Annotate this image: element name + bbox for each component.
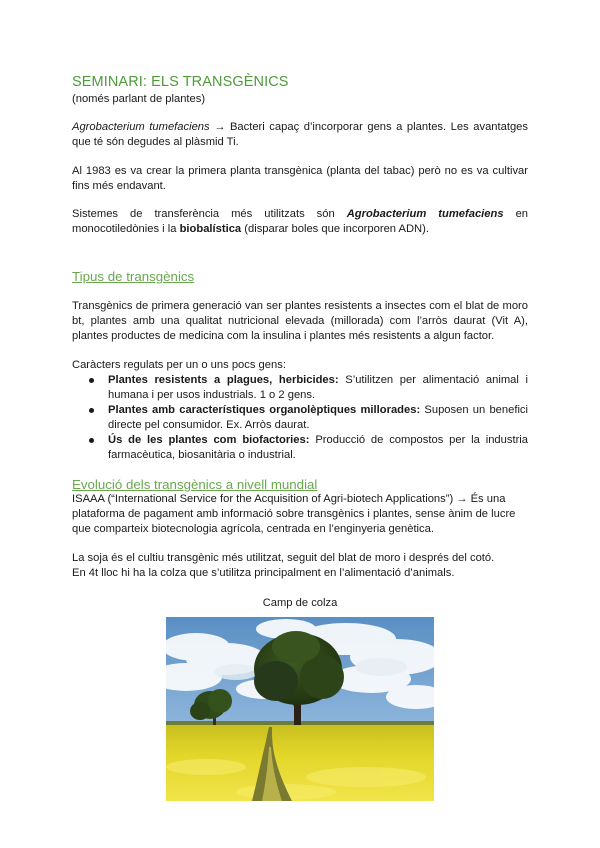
bullet-icon [89, 438, 94, 443]
list-item-bold: Plantes amb característiques organolèptiques millorades: [108, 404, 421, 416]
colza-sentence: En 4t lloc hi ha la colza que s’utilitza principalment en l’alimentació d’animals. [72, 567, 455, 579]
rapeseed-field-illustration [166, 617, 434, 801]
page-title: SEMINARI: ELS TRANSGÈNICS [72, 74, 289, 90]
list-item-text: Producció de compostos per la industria farmacèutica, biosanitària o industrial. [108, 434, 528, 461]
transfer-term-agrobacterium: Agrobacterium tumefaciens [346, 208, 504, 220]
transfer-text-before: Sistemes de transferència més utilitzats són [72, 208, 335, 220]
list-item [72, 403, 528, 433]
rapeseed-field-photo [166, 617, 434, 801]
transfer-text-after: (disparar boles que incorporen ADN). [244, 223, 429, 235]
agrobacterium-term: Agrobacterium tumefaciens [72, 121, 210, 133]
list-item-text: S’utilitzen per alimentació animal i humana i per usos industrials. 1 o 2 gens. [108, 374, 528, 401]
agrobacterium-description: Bacteri capaç d’incorporar gens a plantes. Les avantatges que té són degudes al plàsmid Ti. [72, 121, 528, 148]
section-heading-tipus: Tipus de transgènics [72, 269, 195, 284]
transfer-text-middle: en monocotiledònies i la [72, 208, 529, 235]
isaaa-paragraph: ISAAA (“International Service for the Acquisition of Agri-biotech Applications”) → És una plataforma de pagament amb informació sobre transgènics i plantes, sense ànim de lucre que comparteix biotecnologia agrícola, centrada en l’enginyeria genètica. [72, 493, 516, 535]
soja-sentence: La soja és el cultiu transgènic més utilitzat, seguit del blat de moro i després del cotó. [72, 552, 495, 564]
list-intro: Caràcters regulats per un o uns pocs gens: [72, 359, 286, 371]
list-item-bold: Ús de les plantes com biofactories: [108, 434, 310, 446]
intro-paragraph-1983: Al 1983 es va crear la primera planta transgènica (planta del tabac) però no es va cultivar fins més endavant. [72, 165, 528, 192]
intro-paragraph-agrobacterium [72, 120, 528, 150]
bullet-icon [89, 408, 94, 413]
list-item-text: Suposen un benefici directe pel consumidor. Ex. Arròs daurat. [108, 404, 529, 431]
bullet-icon [89, 378, 94, 383]
characters-list [72, 373, 528, 463]
page-subtitle: (només parlant de plantes) [72, 93, 206, 105]
arrow-symbol: → [214, 121, 226, 133]
list-item [72, 373, 528, 403]
list-item [72, 433, 528, 463]
intro-paragraph-transfer-systems [72, 207, 528, 237]
section-heading-evolucio: Evolució dels transgènics a nivell mundial [72, 477, 318, 492]
tipus-paragraph: Transgènics de primera generació van ser plantes resistents a insectes com el blat de moro bt, plantes amb una qualitat nutricional elevada (millorada) com l’arròs daurat (Vit A), plantes productes de medicina com la insulina i plantes més resistents a algun factor. [72, 300, 528, 342]
list-item-bold: Plantes resistents a plagues, herbicides: [108, 374, 339, 386]
biobalistica-term: biobalística [179, 223, 242, 235]
figure-caption: Camp de colza [262, 597, 338, 609]
